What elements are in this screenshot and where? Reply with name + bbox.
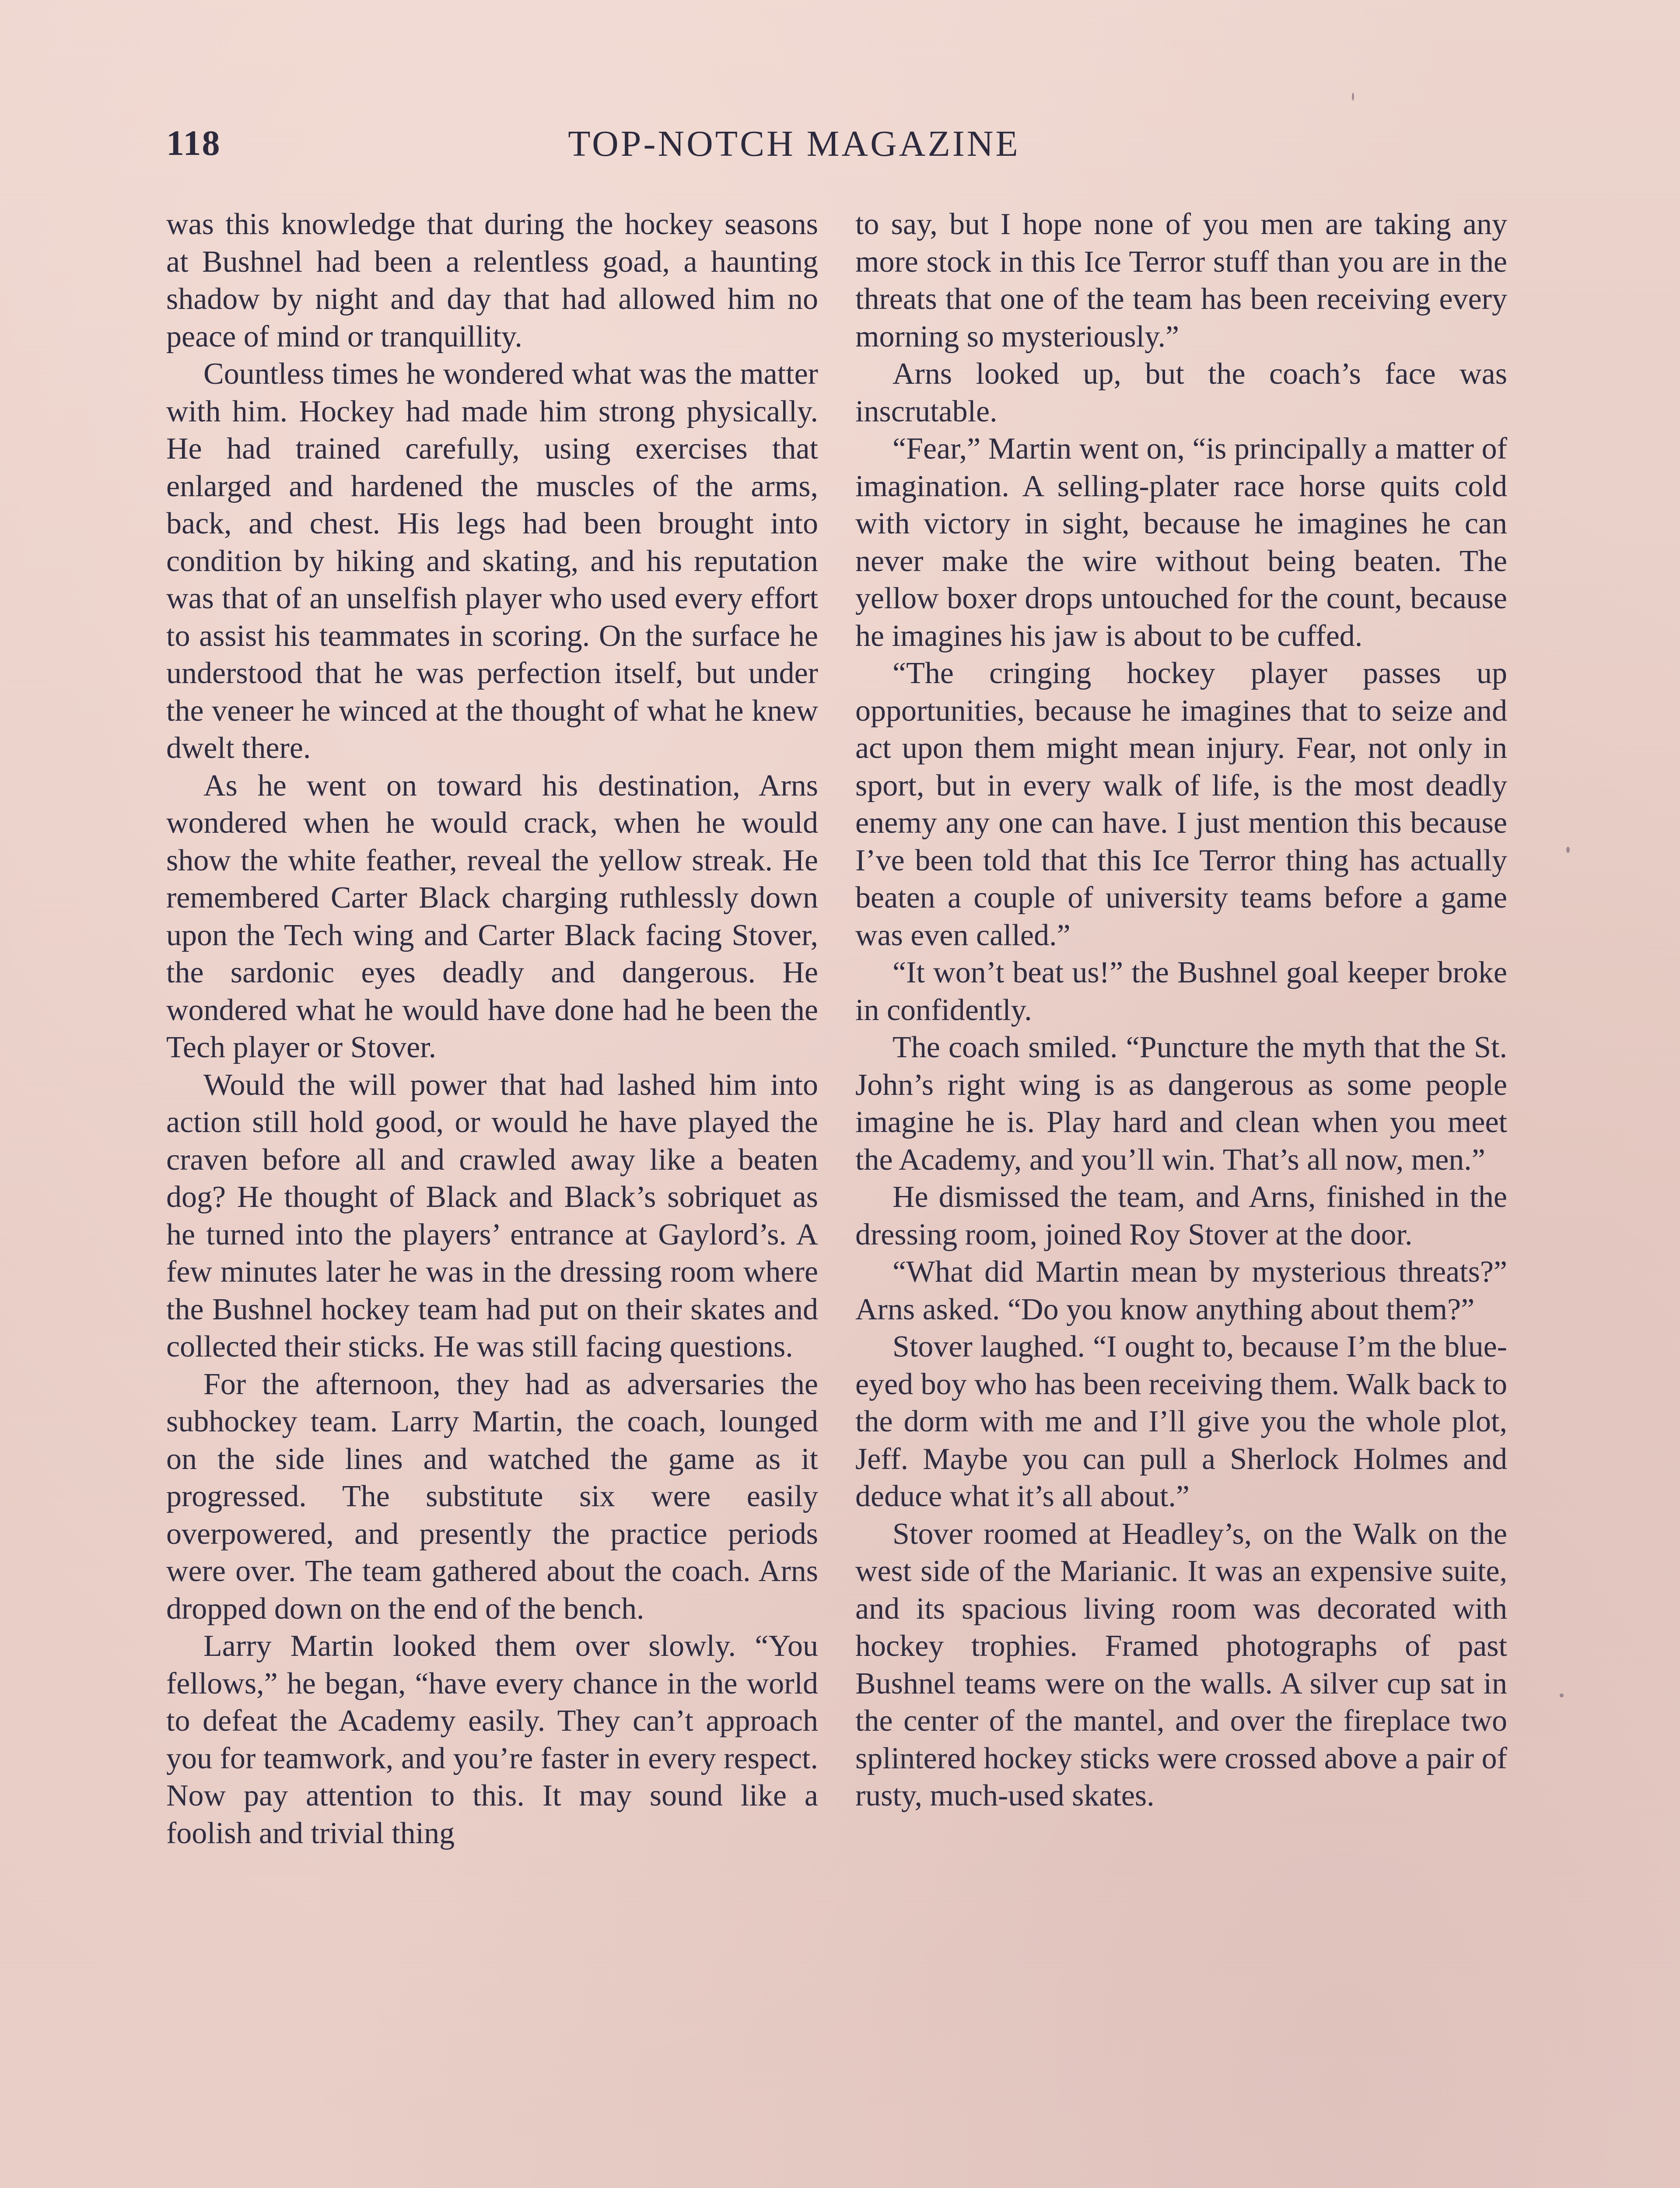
paragraph: For the afternoon, they had as adversaries the subhockey team. Larry Martin, the coach, lounged on the side lines and watched the game as it progressed. The substitute six were easily overpowered, and presently the practice periods were over. The team gathered about the coach. Arns dropped down on the end of the bench. (166, 1367, 818, 1626)
paragraph: “The cringing hockey player passes up opportunities, because he imagines that to seize and act upon them might mean injury. Fear, not only in sport, but in every walk of life, is the most deadly enemy any one can have. I just mention this because I’ve been told that this Ice Terror thing has actually beaten a couple of university teams before a game was even called.” (855, 656, 1507, 952)
paragraph: “Fear,” Martin went on, “is principally a matter of imagination. A selling-plater race horse quits cold with victory in sight, because he imagines he can never make the wire without being beaten. The yellow boxer drops untouched for the count, because he imagines his jaw is about to be cuffed. (855, 432, 1507, 653)
paragraph: He dismissed the team, and Arns, finished in the dressing room, joined Roy Stover at the door. (855, 1180, 1507, 1252)
paper-speck (1560, 1694, 1564, 1697)
paragraph: As he went on toward his destination, Arns wondered when he would crack, when he would show the white feather, reveal the yellow streak. He remembered Carter Black charging ruthlessly down upon the Tech wing and Carter Black facing Stover, the sardonic eyes deadly and dangerous. He wondered what he would have done had he been the Tech player or Stover. (166, 768, 818, 1064)
paragraph: “It won’t beat us!” the Bushnel goal keeper broke in confidently. (855, 956, 1507, 1027)
paragraph: Would the will power that had lashed him into action still hold good, or would he have played the craven before all and crawled away like a beaten dog? He thought of Black and Black’s sobriquet as he turned into the players’ entrance at Gaylord’s. A few minutes later he was in the dressing room where the Bushnel hockey team had put on their skates and collected their sticks. He was still facing questions. (166, 1068, 818, 1364)
paper-speck (1566, 847, 1570, 853)
paper-speck (1352, 93, 1354, 101)
right-column (855, 206, 1507, 1815)
paragraph: Stover laughed. “I ought to, because I’m the blue-eyed boy who has been receiving them. Walk back to the dorm with me and I’ll give you the whole plot, Jeff. Maybe you can pull a Sherlock Holmes and deduce what it’s all about.” (855, 1330, 1507, 1513)
paragraph: Larry Martin looked them over slowly. “You fellows,” he began, “have every chance in the world to defeat the Academy easily. They can’t approach you for teamwork, and you’re faster in every respect. Now pay attention to this. It may sound like a foolish and trivial thing (166, 1629, 818, 1850)
paragraph: to say, but I hope none of you men are taking any more stock in this Ice Terror stuff than you are in the threats that one of the team has been receiving every morning so mysteriously.” (855, 207, 1507, 354)
paragraph: Arns looked up, but the coach’s face was inscrutable. (855, 357, 1507, 428)
left-column (166, 206, 818, 1852)
page-header (166, 123, 1422, 171)
magazine-title: TOP-NOTCH MAGAZINE (568, 123, 1020, 164)
paragraph: “What did Martin mean by mysterious threats?” Arns asked. “Do you know anything about them?” (855, 1255, 1507, 1326)
paragraph: Countless times he wondered what was the matter with him. Hockey had made him strong physically. He had trained carefully, using exercises that enlarged and hardened the muscles of the arms, back, and chest. His legs had been brought into condition by hiking and skating, and his reputation was that of an unselfish player who used every effort to assist his teammates in scoring. On the surface he understood that he was perfection itself, but under the veneer he winced at the thought of what he knew dwelt there. (166, 357, 818, 765)
page-number: 118 (166, 123, 221, 163)
paragraph: was this knowledge that during the hockey seasons at Bushnel had been a relentless goad, a haunting shadow by night and day that had allowed him no peace of mind or tranquillity. (166, 207, 818, 354)
paragraph: Stover roomed at Headley’s, on the Walk on the west side of the Marianic. It was an expensive suite, and its spacious living room was decorated with hockey trophies. Framed photographs of past Bushnel teams were on the walls. A silver cup sat in the center of the mantel, and over the fireplace two splintered hockey sticks were crossed above a pair of rusty, much-used skates. (855, 1517, 1507, 1813)
paragraph: The coach smiled. “Puncture the myth that the St. John’s right wing is as dangerous as some people imagine he is. Play hard and clean when you meet the Academy, and you’ll win. That’s all now, men.” (855, 1031, 1507, 1177)
